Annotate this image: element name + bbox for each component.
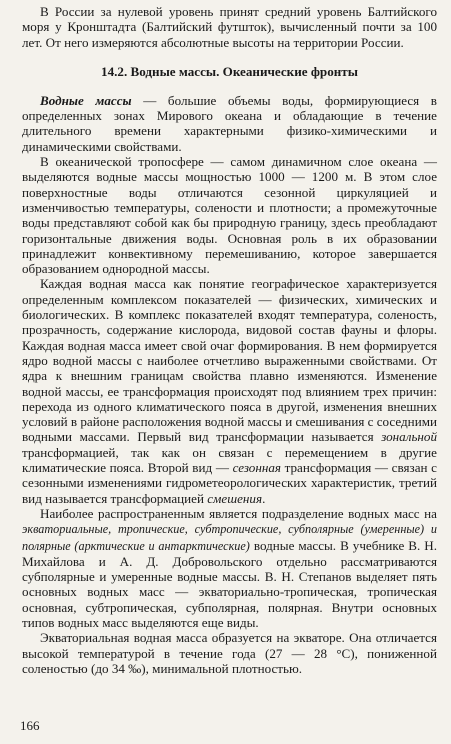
term-seasonal: сезонная [232,460,281,476]
paragraph-oceanic-troposphere: В океанической тропосфере — самом динамичном слое океана — выделяются водные массы мощностью 1000 — 1200 м. В этом слое поверхностные воды отличаются сезонной циркуляцией и изменчивостью температуры, солености и плотности; а промежуточные воды представляют собой как бы природную границу, здесь преобладают горизонтальные движения воды. Основная роль в их образовании принадлежит конвективному перемешиванию, которое завершается образованием однородной массы. [22,154,437,277]
paragraph-classification [22,506,437,630]
spacer [22,50,437,64]
term-water-masses: Водные массы [40,92,132,108]
section-title: 14.2. Водные массы. Океанические фронты [101,63,358,79]
paragraph-equatorial: Экваториальная водная масса образуется на экваторе. Она отличается высокой температурой в течение года (27 — 28 °С), пониженной соленостью (до 34 ‰), минимальной плотностью. [22,630,437,676]
text-run: трансформацией, так как он связан с перемещением в другие климатические пояса. Второй вид — [22,444,437,476]
text-run: трансформация — связан с сезонными изменениями гидрометеорологических характеристик, третий вид называется трансформацией [22,460,437,506]
term-zonal: зональной [381,429,437,445]
paragraph-characteristics [22,276,437,505]
water-mass-types-list: экваториальные, тропические, субтропические, субполярные (умеренные) и полярные (арктические и антарктические) [22,522,437,553]
intro-paragraph: В России за нулевой уровень принят средний уровень Балтийского моря у Кронштадта (Балтийский футшток), вычисленный почти за 100 лет. От него измеряются абсолютные высоты на территории России. [22,4,437,50]
text-run: Наиболее распространенным является подразделение водных масс на [40,505,437,521]
page-number: 166 [20,718,40,733]
term-mixing: смешения [207,490,263,506]
spacer [22,79,437,93]
text-run: водные массы. В учебнике В. Н. Михайлова и А. Д. Добровольского отдельно рассматриваются субполярные и умеренные водные массы. В. Н. Степанов выделяет пять основных водных масс — экваториально-тропическая, тропическая основная, субтропическая, субполярная, полярная. Внутри основных типов водных масс выделяются еще виды. [22,537,437,630]
text-run: Каждая водная масса как понятие географическое характеризуется определенным комплексом показателей — физических, химических и биологических. В комплекс показателей входят температура, соленость, прозрачность, содержание кислорода, видовой состав фауны и флоры. Каждая водная масса имеет свой очаг формирования. В нем формируется ядро водной массы с наиболее отчетливо выраженными свойствами. От ядра к внешним границам свойства плавно изменяются. Изменение водной массы, ее трансформация происходят под влиянием трех причин: перехода из одного климатического пояса в другой, изменения внешних условий в районе расположения водной массы и смешивания с соседними водными массами. Первый вид трансформации называется [22,276,437,445]
paragraph-water-masses-definition [22,93,437,154]
definition-text: — большие объемы воды, формирующиеся в определенных зонах Мирового океана и обладающие в течение длительного времени характерными физико-химическими и динамическими свойствами. [22,92,437,154]
text-run: . [262,490,266,506]
